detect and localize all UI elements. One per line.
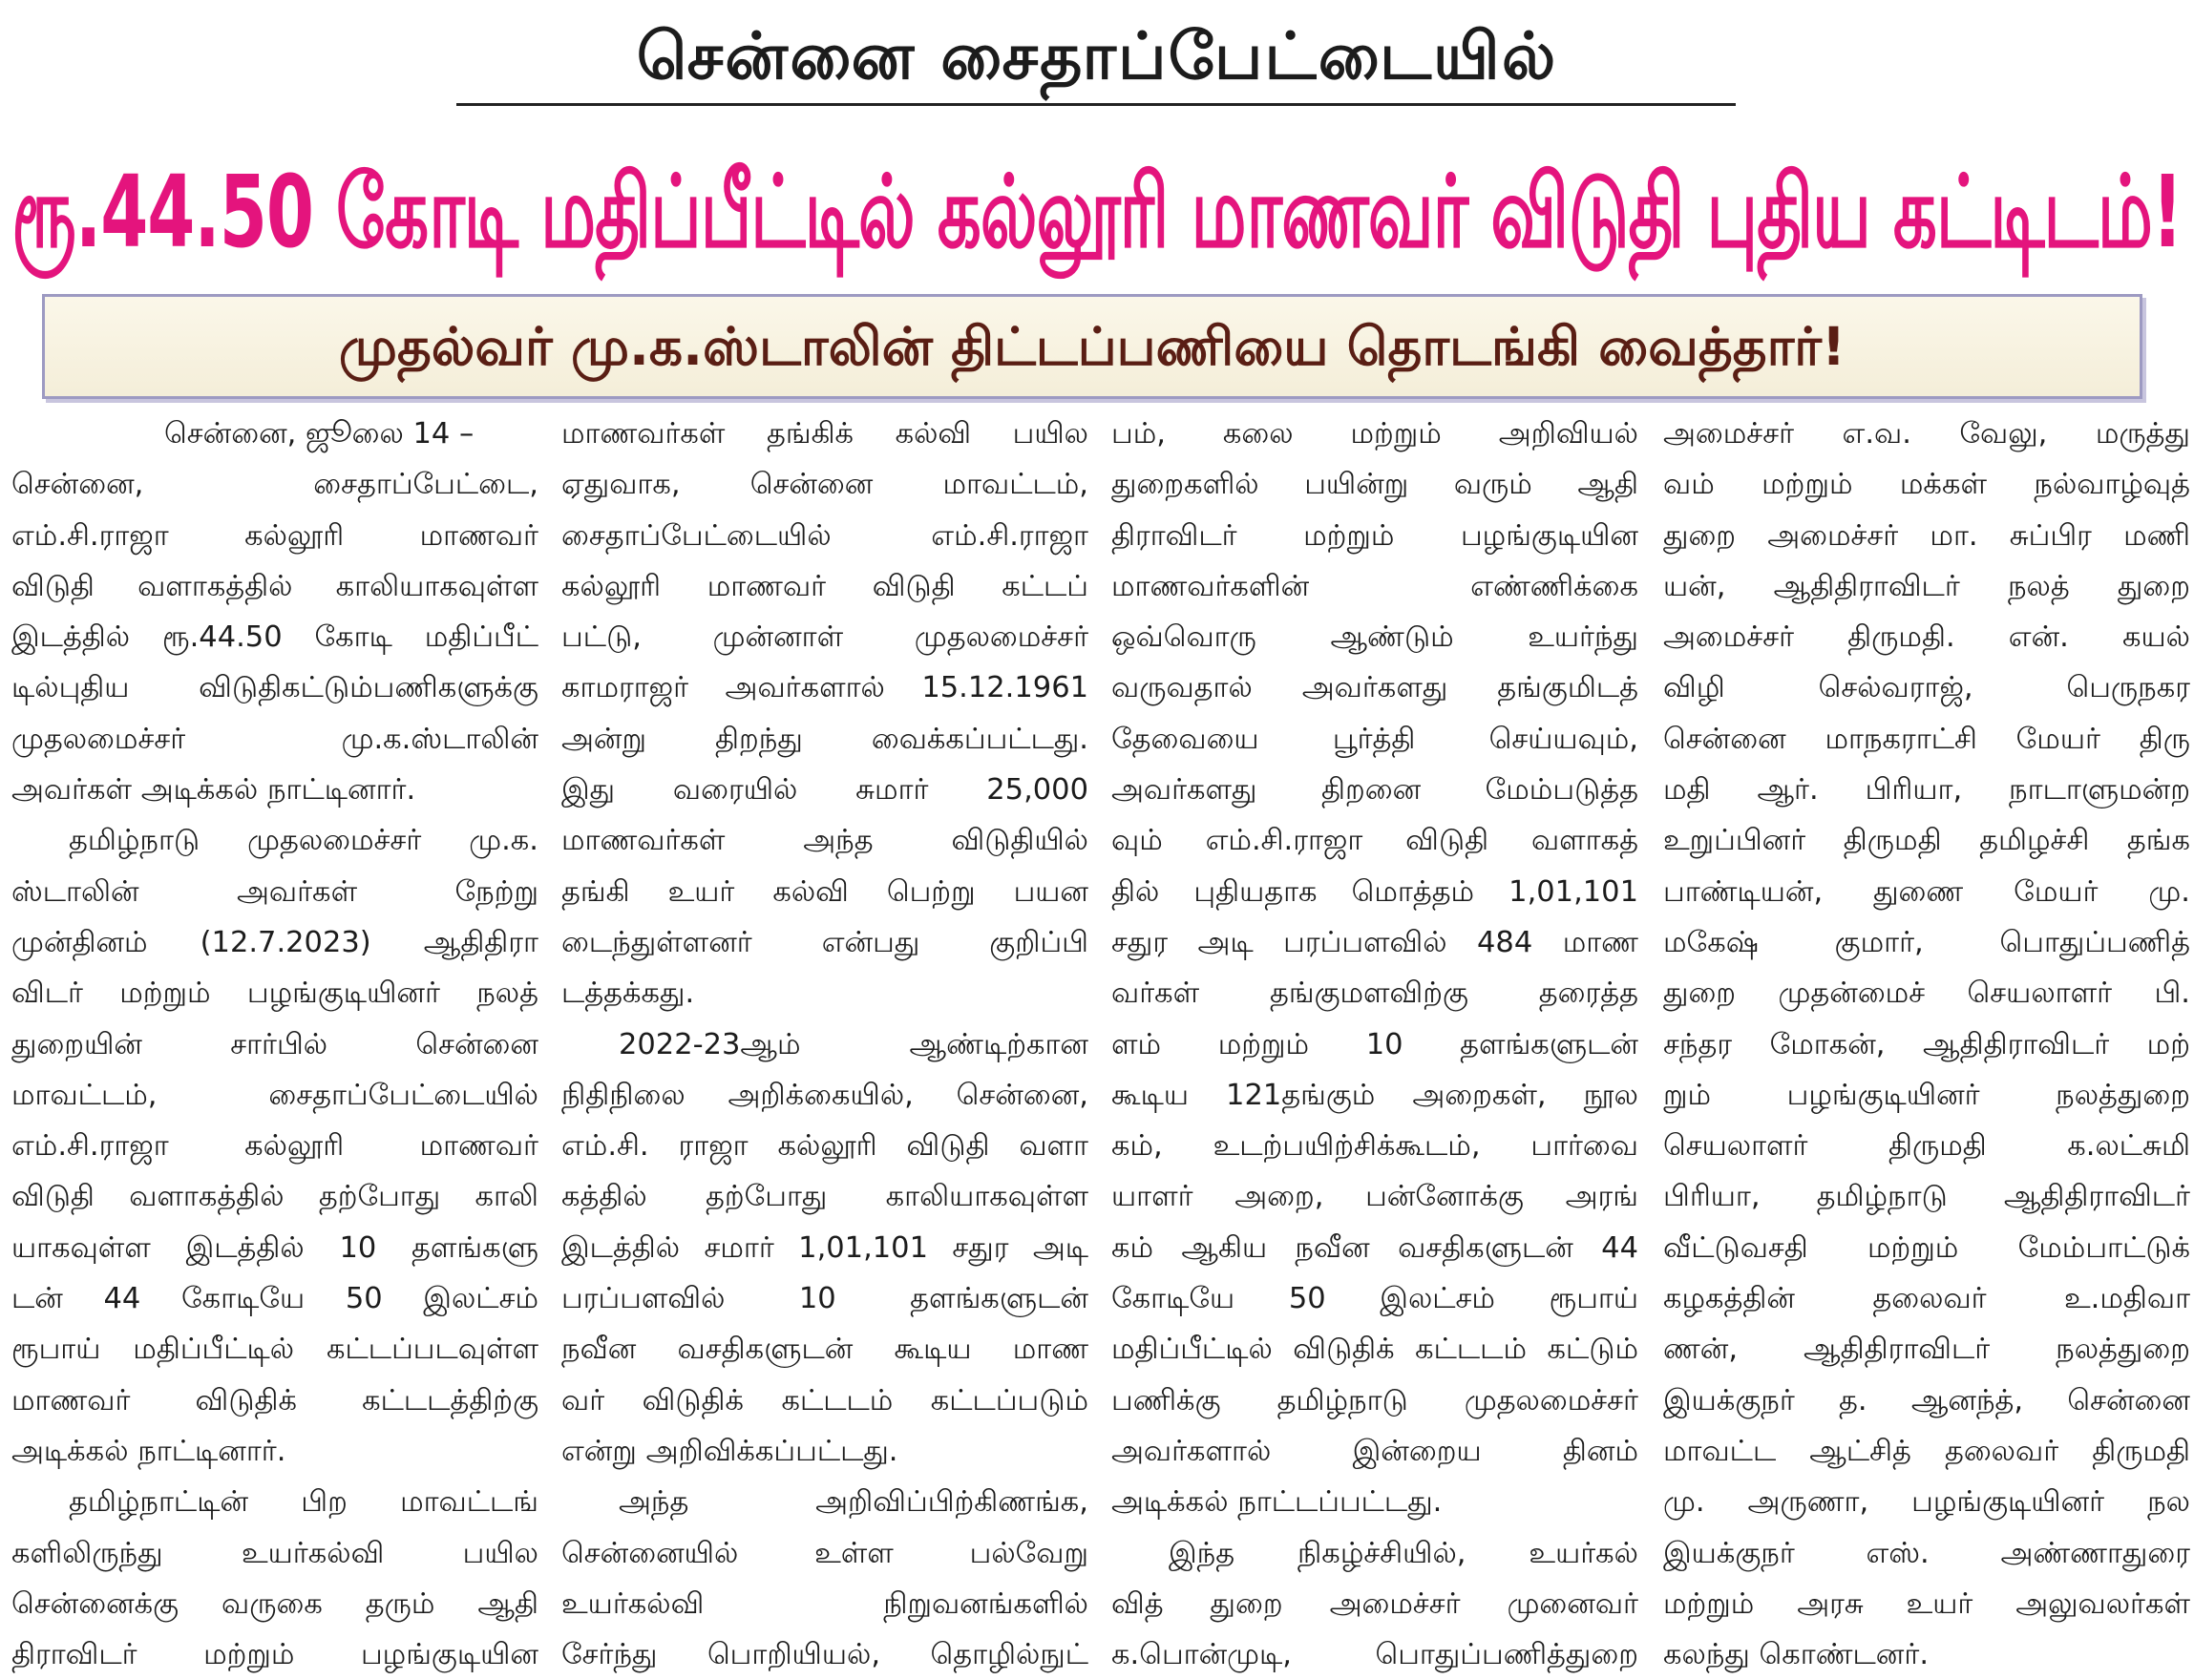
- article-line: அவர்களது திறனை மேம்படுத்த: [1111, 773, 1638, 808]
- article-line: யன், ஆதிதிராவிடர் நலத் துறை: [1663, 569, 2190, 603]
- article-line: அடிக்கல் நாட்டப்பட்டது.: [1111, 1485, 1443, 1520]
- article-line: டில்புதிய விடுதிகட்டும்பணிகளுக்கு: [11, 671, 538, 705]
- article-line: உயர்கல்வி நிறுவனங்களில்: [561, 1586, 1088, 1621]
- article-column-3: [1111, 409, 1638, 1672]
- subtitle-box: [42, 294, 2142, 399]
- article-line: எம்.சி. ராஜா கல்லூரி விடுதி வளா: [561, 1129, 1088, 1164]
- article-line: சென்னையில் உள்ள பல்வேறு: [561, 1536, 1088, 1570]
- article-line: எம்.சி.ராஜா கல்லூரி மாணவர்: [11, 1129, 538, 1164]
- article-line: பணிக்கு தமிழ்நாடு முதலமைச்சர்: [1111, 1383, 1638, 1418]
- article-line: அடிக்கல் நாட்டினார்.: [11, 1434, 286, 1468]
- article-line: இடத்தில் ரூ.44.50 கோடி மதிப்பீட்: [11, 620, 538, 655]
- article-line: நிதிநிலை அறிக்கையில், சென்னை,: [561, 1078, 1088, 1112]
- article-line: தேவையை பூர்த்தி செய்யவும்,: [1111, 722, 1638, 756]
- kicker-heading: சென்னை சைதாப்பேட்டையில்: [636, 19, 1558, 94]
- article-line: யாளர் அறை, பன்னோக்கு அரங்: [1111, 1180, 1638, 1214]
- article-line: ணன், ஆதிதிராவிடர் நலத்துறை: [1663, 1333, 2190, 1367]
- article-line: இடத்தில் சமார் 1,01,101 சதுர அடி: [561, 1230, 1088, 1265]
- article-line: பட்டு, முன்னாள் முதலமைச்சர்: [561, 620, 1088, 655]
- article-line: வருவதால் அவர்களது தங்குமிடத்: [1111, 671, 1638, 705]
- article-line: பாண்டியன், துணை மேயர் மு.: [1663, 874, 2190, 909]
- article-line: வும் எம்.சி.ராஜா விடுதி வளாகத்: [1111, 824, 1638, 858]
- article-line: சந்தர மோகன், ஆதிதிராவிடர் மற்: [1663, 1027, 2190, 1061]
- article-line: டைந்துள்ளனர் என்பது குறிப்பி: [561, 925, 1088, 959]
- article-line: அமைச்சர் திருமதி. என். கயல்: [1663, 620, 2190, 655]
- article-line: சென்னை, சைதாப்பேட்டை,: [11, 468, 538, 502]
- article-line: ளம் மற்றும் 10 தளங்களுடன்: [1111, 1027, 1638, 1061]
- article-line: யாகவுள்ள இடத்தில் 10 தளங்களு: [11, 1230, 538, 1265]
- article-line: பிரியா, தமிழ்நாடு ஆதிதிராவிடர்: [1663, 1180, 2190, 1214]
- article-line: சேர்ந்து பொறியியல், தொழில்நுட்: [561, 1638, 1088, 1672]
- article-line: மாணவர்கள் தங்கிக் கல்வி பயில: [561, 417, 1088, 451]
- article-line: கலந்து கொண்டனர்.: [1663, 1638, 1930, 1672]
- article-line: வீட்டுவசதி மற்றும் மேம்பாட்டுக்: [1663, 1230, 2190, 1265]
- article-line: ஸ்டாலின் அவர்கள் நேற்று: [11, 874, 538, 909]
- article-line: சதுர அடி பரப்பளவில் 484 மாண: [1111, 925, 1638, 959]
- article-line: முதலமைச்சர் மு.க.ஸ்டாலின்: [11, 722, 538, 756]
- article-line: என்று அறிவிக்கப்பட்டது.: [561, 1434, 898, 1468]
- article-line: விடர் மற்றும் பழங்குடியினர் நலத்: [11, 976, 538, 1011]
- article-line: இந்த நிகழ்ச்சியில், உயர்கல்: [1169, 1536, 1638, 1570]
- article-line: சென்னை, ஜூலை 14 –: [164, 417, 475, 451]
- article-line: மற்றும் அரசு உயர் அலுவலர்கள்: [1663, 1586, 2190, 1621]
- article-line: நவீன வசதிகளுடன் கூடிய மாண: [561, 1333, 1088, 1367]
- article-line: துறைகளில் பயின்று வரும் ஆதி: [1111, 468, 1638, 502]
- article-line: எம்.சி.ராஜா கல்லூரி மாணவர்: [11, 518, 538, 553]
- article-line: காமராஜர் அவர்களால் 15.12.1961: [561, 671, 1088, 705]
- article-line: தங்கி உயர் கல்வி பெற்று பயன: [561, 874, 1088, 909]
- article-line: அவர்களால் இன்றைய தினம்: [1111, 1434, 1638, 1468]
- article-line: மாவட்டம், சைதாப்பேட்டையில்: [11, 1078, 538, 1112]
- article-line: துறை அமைச்சர் மா. சுப்பிர மணி: [1663, 518, 2190, 553]
- article-line: தமிழ்நாட்டின் பிற மாவட்டங்: [69, 1485, 538, 1520]
- article-line: சைதாப்பேட்டையில் எம்.சி.ராஜா: [561, 518, 1088, 553]
- article-line: பரப்பளவில் 10 தளங்களுடன்: [561, 1282, 1088, 1316]
- article-line: கத்தில் தற்போது காலியாகவுள்ள: [561, 1180, 1088, 1214]
- article-line: செயலாளர் திருமதி க.லட்சுமி: [1663, 1129, 2190, 1164]
- article-line: இது வரையில் சுமார் 25,000: [561, 773, 1088, 808]
- article-line: திராவிடர் மற்றும் பழங்குடியின: [11, 1638, 538, 1672]
- article-line: மாணவர்களின் எண்ணிக்கை: [1111, 569, 1638, 603]
- article-line: அமைச்சர் எ.வ. வேலு, மருத்து: [1663, 417, 2190, 451]
- article-line: இயக்குநர் எஸ். அண்ணாதுரை: [1663, 1536, 2190, 1570]
- article-line: சென்னை மாநகராட்சி மேயர் திரு: [1663, 722, 2190, 756]
- article-line: வர் விடுதிக் கட்டடம் கட்டப்படும்: [561, 1383, 1088, 1418]
- article-line: விழி செல்வராஜ், பெருநகர: [1663, 671, 2190, 705]
- article-line: கழகத்தின் தலைவர் உ.மதிவா: [1663, 1282, 2190, 1316]
- article-line: டன் 44 கோடியே 50 இலட்சம்: [11, 1282, 538, 1316]
- article-line: றும் பழங்குடியினர் நலத்துறை: [1663, 1078, 2190, 1112]
- article-line: வித் துறை அமைச்சர் முனைவர்: [1111, 1586, 1638, 1621]
- article-line: கல்லூரி மாணவர் விடுதி கட்டப்: [561, 569, 1088, 603]
- article-line: விடுதி வளாகத்தில் தற்போது காலி: [11, 1180, 538, 1214]
- article-line: பம், கலை மற்றும் அறிவியல்: [1111, 417, 1638, 451]
- article-line: மு. அருணா, பழங்குடியினர் நல: [1663, 1485, 2190, 1520]
- article-line: திராவிடர் மற்றும் பழங்குடியின: [1111, 518, 1638, 553]
- article-line: க.பொன்முடி, பொதுப்பணித்துறை: [1111, 1638, 1638, 1672]
- article-line: விடுதி வளாகத்தில் காலியாகவுள்ள: [11, 569, 538, 603]
- article-line: மாணவர் விடுதிக் கட்டடத்திற்கு: [11, 1383, 538, 1418]
- article-line: ரூபாய் மதிப்பீட்டில் கட்டப்படவுள்ள: [11, 1333, 538, 1367]
- article-line: தமிழ்நாடு முதலமைச்சர் மு.க.: [69, 824, 538, 858]
- article-line: இயக்குநர் த. ஆனந்த், சென்னை: [1663, 1383, 2190, 1418]
- article-line: துறை முதன்மைச் செயலாளர் பி.: [1663, 976, 2190, 1011]
- article-line: உறுப்பினர் திருமதி தமிழச்சி தங்க: [1663, 824, 2190, 858]
- article-line: ஒவ்வொரு ஆண்டும் உயர்ந்து: [1111, 620, 1638, 655]
- article-line: கம், உடற்பயிற்சிக்கூடம், பார்வை: [1111, 1129, 1638, 1164]
- article-line: அன்று திறந்து வைக்கப்பட்டது.: [561, 722, 1088, 756]
- article-line: மதி ஆர். பிரியா, நாடாளுமன்ற: [1663, 773, 2190, 808]
- article-line: கம் ஆகிய நவீன வசதிகளுடன் 44: [1111, 1230, 1638, 1265]
- article-line: அவர்கள் அடிக்கல் நாட்டினார்.: [11, 773, 416, 808]
- article-line: ஏதுவாக, சென்னை மாவட்டம்,: [561, 468, 1088, 502]
- article-line: தில் புதியதாக மொத்தம் 1,01,101: [1111, 874, 1638, 909]
- article-line: சென்னைக்கு வருகை தரும் ஆதி: [11, 1586, 538, 1621]
- article-column-4: [1663, 409, 2190, 1672]
- article-line: அந்த அறிவிப்பிற்கிணங்க,: [619, 1485, 1088, 1520]
- article-column-1: [11, 409, 538, 1672]
- article-line: மதிப்பீட்டில் விடுதிக் கட்டடம் கட்டும்: [1111, 1333, 1638, 1367]
- article-column-2: [561, 409, 1088, 1672]
- article-line: கூடிய 121தங்கும் அறைகள், நூல: [1111, 1078, 1638, 1112]
- article-line: டத்தக்கது.: [561, 976, 695, 1011]
- article-line: 2022-23ஆம் ஆண்டிற்கான: [619, 1027, 1088, 1061]
- article-line: முன்தினம் (12.7.2023) ஆதிதிரா: [11, 925, 538, 959]
- article-line: வம் மற்றும் மக்கள் நல்வாழ்வுத்: [1663, 468, 2190, 502]
- main-headline: ரூ.44.50 கோடி மதிப்பீட்டில் கல்லூரி மாணவர் விடுதி புதிய கட்டிடம்!: [11, 153, 2183, 270]
- article-line: மகேஷ் குமார், பொதுப்பணித்: [1663, 925, 2190, 959]
- article-line: களிலிருந்து உயர்கல்வி பயில: [11, 1536, 538, 1570]
- article-line: வர்கள் தங்குமளவிற்கு தரைத்த: [1111, 976, 1638, 1011]
- article-line: கோடியே 50 இலட்சம் ரூபாய்: [1111, 1282, 1638, 1316]
- article-line: மாணவர்கள் அந்த விடுதியில்: [561, 824, 1088, 858]
- article-line: மாவட்ட ஆட்சித் தலைவர் திருமதி: [1663, 1434, 2190, 1468]
- article-line: துறையின் சார்பில் சென்னை: [11, 1027, 538, 1061]
- subtitle: முதல்வர் மு.க.ஸ்டாலின் திட்டப்பணியை தொடங்கி வைத்தார்!: [338, 316, 1846, 377]
